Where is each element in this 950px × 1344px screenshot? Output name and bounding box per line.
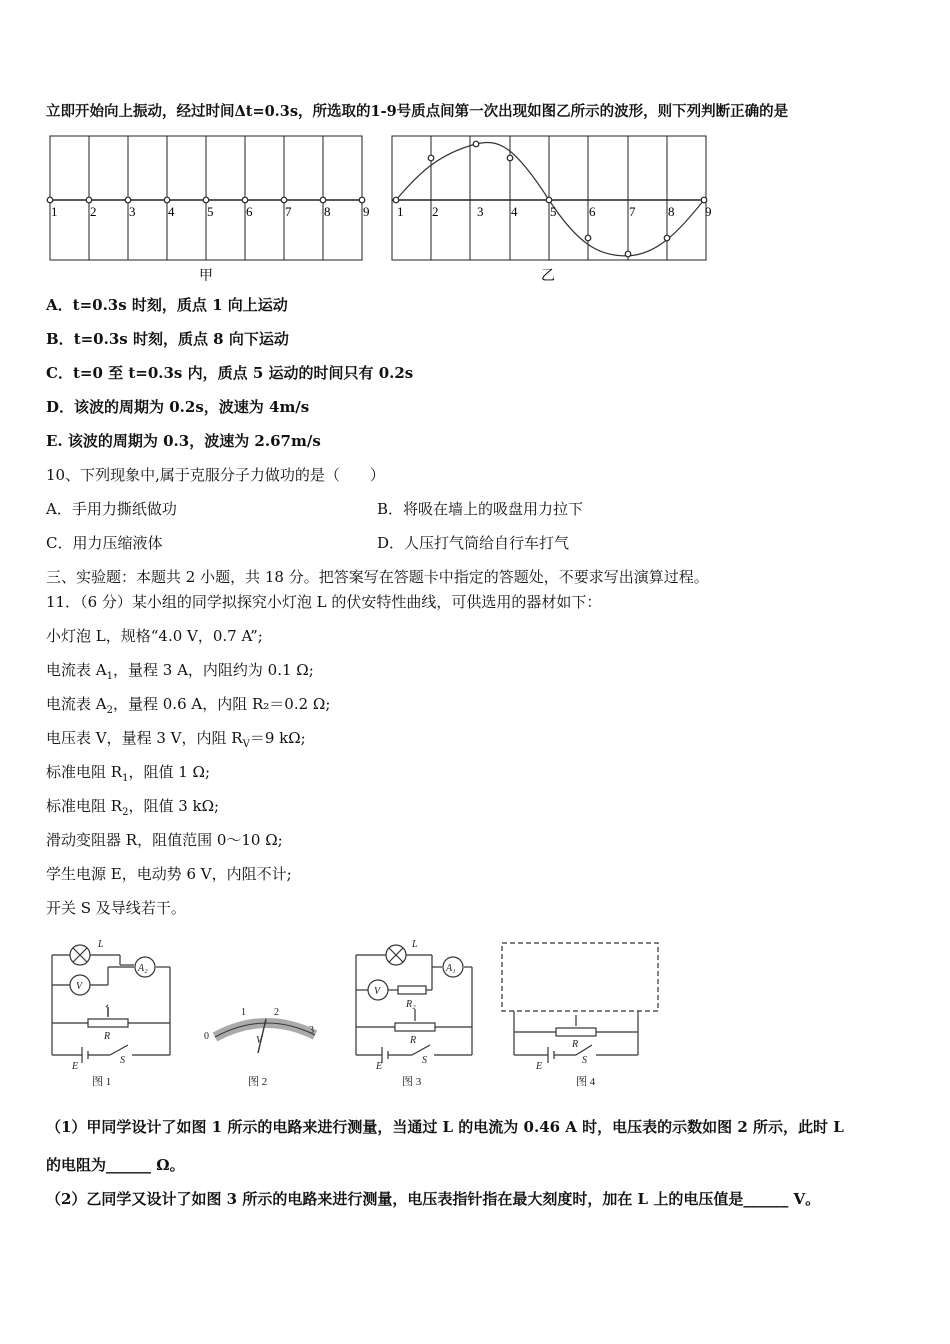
equip-item: 电压表 V，量程 3 V，内阻 $R_V=9$ kΩ; [46,729,306,750]
label-L: L [98,939,104,950]
yi-point [428,155,434,161]
yi-point [701,197,707,203]
label-S: S [120,1055,125,1066]
jia-point [86,197,92,203]
q10-option-a: A．手用力撕纸做功 [46,500,177,518]
figure-yi [388,132,718,287]
yi-point-label: 2 [432,204,439,219]
question-intro: 立即开始向上振动，经过时间Δt=0.3s，所选取的1-9号质点间第一次出现如图乙所示的波形，则下列判断正确的是 [46,103,789,120]
meter-tick-3: 3 [309,1025,314,1036]
equip-item: 开关 S 及导线若干。 [46,899,186,917]
voltmeter-dial [215,1019,315,1053]
circuit-figure-1 [52,945,170,1063]
jia-point [125,197,131,203]
jia-point [242,197,248,203]
label-L: L [412,939,418,950]
label-V: V [76,981,83,992]
yi-point-label: 7 [629,204,636,219]
jia-point-label: 4 [168,204,175,219]
q10-option-d: D．人压打气筒给自行车打气 [377,534,570,552]
q11-stem: 11．（6 分）某小组的同学拟探究小灯泡 L 的伏安特性曲线，可供选用的器材如下： [46,593,602,611]
equip-item: 小灯泡 L，规格“4.0 V，0.7 A”; [46,627,263,645]
yi-point [473,141,479,147]
jia-point-label: 9 [363,204,370,219]
fig-caption-2: 图 2 [248,1076,268,1088]
meter-label-V: V [256,1035,263,1046]
equip-item: 滑动变阻器 R，阻值范围 0～10 Ω; [46,831,283,849]
meter-tick-2: 2 [274,1007,279,1018]
figure-jia-label: 甲 [199,269,213,284]
label-R: R [410,1035,417,1046]
q10-stem: 10、下列现象中,属于克服分子力做功的是（ ） [46,466,385,484]
jia-point [281,197,287,203]
option-c: C．t=0 至 t=0.3s 内，质点 5 运动的时间只有 0.2s [46,364,414,382]
yi-point-label: 1 [397,204,404,219]
yi-point-label: 8 [668,204,675,219]
q11-part2: （2）乙同学又设计了如图 3 所示的电路来进行测量，电压表指针指在最大刻度时，加在 L 上的电压值是______ V。 [46,1190,821,1208]
yi-point-label: 4 [511,204,518,219]
label-S: S [582,1055,587,1066]
jia-point-label: 3 [129,204,136,219]
label-S: S [422,1055,427,1066]
jia-point [320,197,326,203]
equip-item: 电流表 $A_2$，量程 0.6 A，内阻 R₂＝0.2 Ω; [46,695,331,716]
meter-tick-0: 0 [204,1031,209,1042]
section-3-heading: 三、实验题：本题共 2 小题，共 18 分。把答案写在答题卡中指定的答题处，不要求写出演算过程。 [46,568,709,586]
meter-tick-1: 1 [241,1007,246,1018]
label-E: E [536,1061,543,1072]
yi-point [393,197,399,203]
option-a: A．t=0.3s 时刻，质点 1 向上运动 [46,296,288,314]
equip-item: 电流表 $A_1$，量程 3 A，内阻约为 0.1 Ω; [46,661,314,682]
jia-point [359,197,365,203]
jia-point-label: 5 [207,204,214,219]
jia-point [164,197,170,203]
figure-jia [46,132,376,287]
equip-item: 标准电阻 $R_2$，阻值 3 kΩ; [46,797,220,818]
jia-point-label: 6 [246,204,253,219]
yi-point [585,235,591,241]
label-R: R [572,1039,579,1050]
q10-option-c: C．用力压缩液体 [46,534,163,552]
yi-point [507,155,513,161]
option-d: D．该波的周期为 0.2s，波速为 4m/s [46,398,310,416]
jia-point-label: 7 [285,204,292,219]
yi-point-label: 5 [550,204,557,219]
fig-caption-4: 图 4 [576,1076,596,1088]
equip-item: 标准电阻 $R_1$，阻值 1 Ω; [46,763,211,784]
yi-point-label: 3 [477,204,484,219]
q11-part1-line2: 的电阻为______ Ω。 [46,1156,185,1174]
yi-point [664,235,670,241]
label-E: E [376,1061,383,1072]
jia-point-label: 8 [324,204,331,219]
jia-point [203,197,209,203]
label-A2: A₂ [138,963,148,974]
label-R: R [104,1031,111,1042]
yi-point-label: 9 [705,204,712,219]
label-V: V [374,986,381,997]
option-e: E. 该波的周期为 0.3，波速为 2.67m/s [46,432,321,450]
circuit-figure-4 [502,943,658,1063]
yi-point-label: 6 [589,204,596,219]
yi-point [546,197,552,203]
jia-point-label: 2 [90,204,97,219]
label-E: E [72,1061,79,1072]
figure-yi-label: 乙 [541,269,555,284]
jia-point [47,197,53,203]
circuit-figures [40,935,670,1095]
fig-caption-3: 图 3 [402,1076,422,1088]
label-A1: A₁ [446,963,456,974]
equip-item: 学生电源 E，电动势 6 V，内阻不计; [46,865,292,883]
fig-caption-1: 图 1 [92,1076,112,1088]
q10-option-b: B．将吸在墙上的吸盘用力拉下 [377,500,584,518]
label-R2: R₂ [406,999,416,1010]
jia-point-label: 1 [51,204,58,219]
option-b: B．t=0.3s 时刻，质点 8 向下运动 [46,330,289,348]
q11-part1-line1: （1）甲同学设计了如图 1 所示的电路来进行测量，当通过 L 的电流为 0.46 A 时，电压表的示数如图 2 所示，此时 L [46,1118,844,1136]
yi-point [625,251,631,257]
